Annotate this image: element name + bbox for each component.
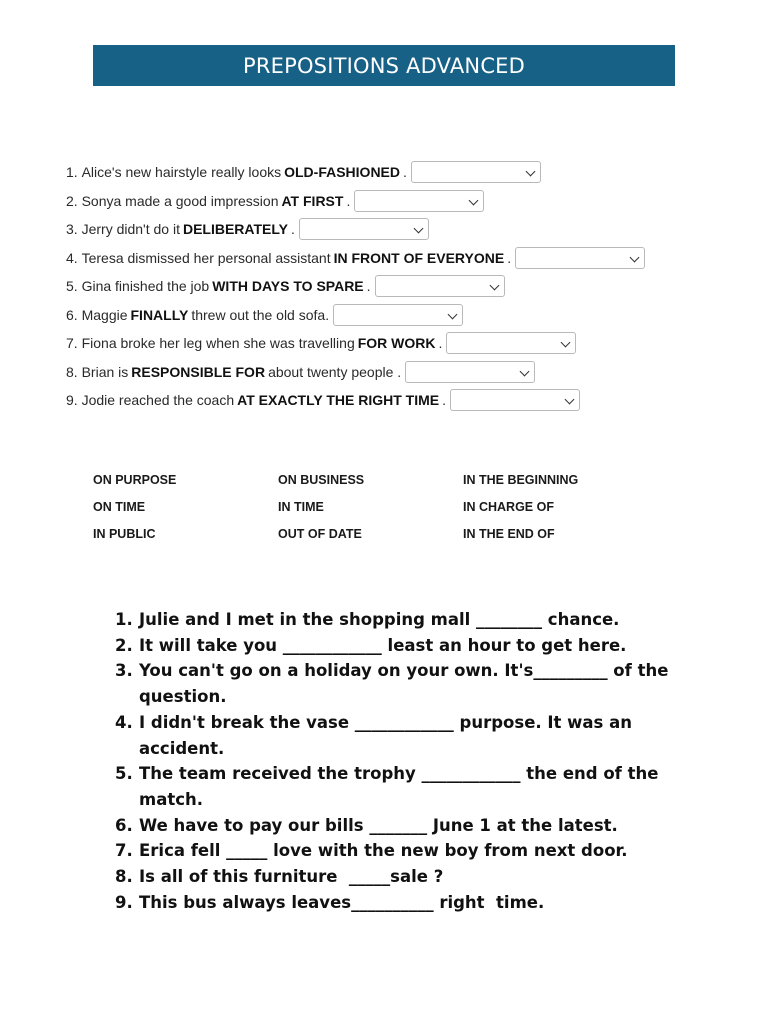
chevron-down-icon [525, 167, 535, 177]
exercise-item [115, 864, 675, 890]
word-bank [93, 466, 648, 548]
chevron-down-icon [561, 338, 571, 348]
chevron-down-icon [448, 309, 458, 319]
exercise-item [115, 813, 675, 839]
exercise-text: We have to pay our bills _______ June 1 at the latest. [139, 815, 618, 835]
word-bank-item: IN THE END OF [463, 527, 555, 542]
question-text-end: . [438, 335, 443, 352]
fill-in-exercise-list [115, 607, 675, 915]
exercise-text: It will take you ____________ least an hour to get here. [139, 635, 627, 655]
answer-dropdown[interactable] [299, 218, 429, 240]
question-number: 7. [66, 335, 78, 352]
chevron-down-icon [413, 224, 423, 234]
question-keyword: FOR WORK [357, 335, 436, 352]
word-bank-item: IN CHARGE OF [463, 499, 554, 514]
question-text-end: . [507, 249, 512, 266]
question-text-end: . [346, 192, 351, 209]
question-row [66, 244, 645, 273]
question-text: Teresa dismissed her personal assistant [81, 249, 331, 266]
question-row [66, 215, 645, 244]
exercise-item [115, 607, 675, 633]
word-bank-item: IN THE BEGINNING [463, 472, 579, 487]
question-keyword: RESPONSIBLE FOR [131, 363, 266, 380]
exercise-number: 4. [115, 712, 133, 732]
question-number: 1. [66, 164, 78, 181]
question-number: 4. [66, 249, 78, 266]
exercise-item [115, 838, 675, 864]
exercise-number: 6. [115, 815, 133, 835]
chevron-down-icon [565, 395, 575, 405]
answer-dropdown[interactable] [405, 361, 535, 383]
question-text: Jerry didn't do it [81, 221, 180, 238]
question-text: Fiona broke her leg when she was travelling [81, 335, 355, 352]
question-text-end: . [366, 278, 371, 295]
question-keyword: AT EXACTLY THE RIGHT TIME [237, 392, 440, 409]
question-row [66, 187, 645, 216]
word-bank-item: ON BUSINESS [278, 472, 365, 487]
exercise-text: Is all of this furniture _____sale ? [139, 867, 444, 887]
question-text: Brian is [81, 363, 129, 380]
question-row [66, 358, 645, 387]
question-text-end: . [403, 164, 407, 181]
exercise-item [115, 890, 675, 916]
question-row [66, 386, 645, 415]
question-text: Alice's new hairstyle really looks [81, 164, 282, 181]
question-text-end: threw out the old sofa. [191, 306, 330, 323]
exercise-text: This bus always leaves__________ right time. [139, 892, 545, 912]
question-keyword: OLD-FASHIONED [284, 164, 400, 181]
answer-dropdown[interactable] [354, 190, 484, 212]
exercise-item [115, 710, 675, 761]
answer-dropdown[interactable] [333, 304, 463, 326]
question-text-end: . [442, 392, 447, 409]
word-bank-item: IN PUBLIC [93, 527, 156, 542]
exercise-number: 8. [115, 867, 133, 887]
question-text: Sonya made a good impression [81, 192, 279, 209]
exercise-text: I didn't break the vase ____________ purpose. It was an accident. [139, 712, 638, 758]
exercise-item [115, 633, 675, 659]
exercise-text: You can't go on a holiday on your own. It's_________ of the question. [139, 661, 675, 707]
dropdown-question-list [66, 158, 645, 415]
question-row [66, 301, 645, 330]
word-bank-item: ON TIME [93, 499, 146, 514]
answer-dropdown[interactable] [375, 275, 505, 297]
exercise-number: 3. [115, 661, 133, 681]
answer-dropdown[interactable] [515, 247, 645, 269]
exercise-text: Julie and I met in the shopping mall ________ chance. [139, 610, 620, 629]
question-number: 2. [66, 192, 78, 209]
question-keyword: AT FIRST [281, 192, 344, 209]
question-text: Gina finished the job [81, 278, 210, 295]
page-title-banner [93, 45, 675, 86]
chevron-down-icon [520, 366, 530, 376]
question-number: 3. [66, 221, 78, 238]
question-keyword: DELIBERATELY [182, 221, 288, 238]
question-text-end: about twenty people . [268, 363, 402, 380]
exercise-text: The team received the trophy ____________ the end of the match. [139, 764, 665, 809]
question-text: Maggie [81, 306, 128, 323]
question-number: 9. [66, 392, 78, 409]
question-row [66, 329, 645, 358]
question-text-end: . [290, 221, 295, 238]
word-bank-item: OUT OF DATE [278, 527, 362, 542]
question-number: 6. [66, 306, 78, 323]
question-keyword: FINALLY [130, 306, 189, 323]
exercise-number: 9. [115, 892, 133, 912]
exercise-number: 5. [115, 764, 133, 784]
word-bank-item: ON PURPOSE [93, 472, 177, 487]
exercise-text: Erica fell _____ love with the new boy from next door. [139, 841, 628, 861]
chevron-down-icon [630, 252, 640, 262]
page-title: PREPOSITIONS ADVANCED [242, 53, 526, 78]
question-keyword: IN FRONT OF EVERYONE [333, 249, 505, 266]
chevron-down-icon [469, 195, 479, 205]
exercise-number: 7. [115, 841, 133, 861]
question-row [66, 272, 645, 301]
question-number: 5. [66, 278, 78, 295]
question-keyword: WITH DAYS TO SPARE [212, 278, 364, 295]
question-row [66, 158, 645, 187]
chevron-down-icon [489, 281, 499, 291]
answer-dropdown[interactable] [450, 389, 580, 411]
question-text: Jodie reached the coach [81, 392, 235, 409]
word-bank-item: IN TIME [278, 499, 324, 514]
answer-dropdown[interactable] [446, 332, 576, 354]
exercise-number: 2. [115, 635, 133, 655]
answer-dropdown[interactable] [411, 161, 541, 183]
exercise-item [115, 658, 675, 709]
exercise-number: 1. [115, 610, 133, 629]
exercise-item [115, 761, 675, 812]
question-number: 8. [66, 363, 78, 380]
